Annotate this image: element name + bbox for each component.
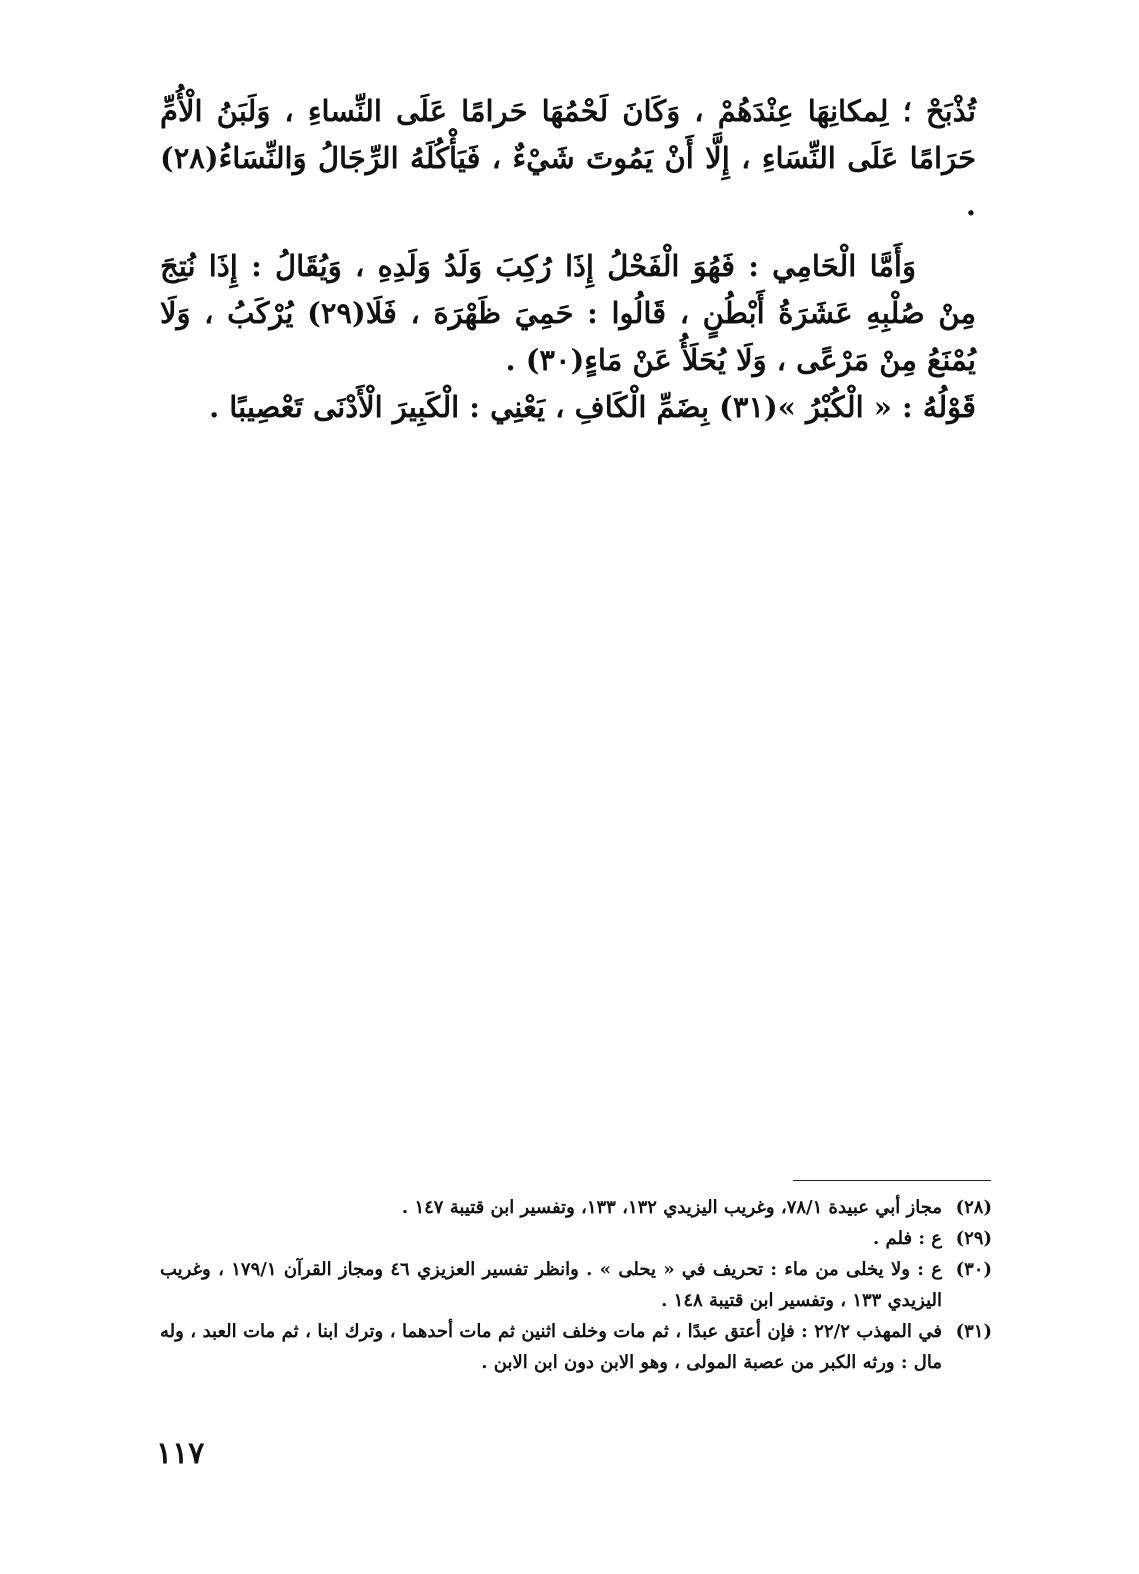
footnote-text: في المهذب ٢٢/٢ : فإن أعتق عبدًا ، ثم مات وخلف اثنين ثم مات أحدهما ، وترك ابنا ، ثم مات العبد ، وله مال : ورثه الكبر من عصبة المولى ، وهو الابن دون ابن الابن .: [160, 1321, 942, 1373]
footnote-text: ع : ولا يخلى من ماء : تحريف في « يحلى » . وانظر تفسير العزيزي ٤٦ ومجاز القرآن ١٧٩/١ ، وغريب اليزيدي ١٣٣ ، وتفسير ابن قتيبة ١٤٨ .: [160, 1259, 942, 1311]
paragraph-1: تُذْبَحْ ؛ لِمكانِهَا عِنْدَهُمْ ، وَكَانَ لَحْمُهَا حَرامًا عَلَى النِّساءِ ، وَلَبَنُ الْأُمِّ حَرَامًا عَلَى النِّسَاءِ ، إِلَّا أَنْ يَمُوتَ شَيْءٌ ، فَيَأْكُلَهُ الرِّجَالُ وَالنِّسَاءُ(٢٨) .: [160, 94, 976, 222]
footnote-31: [160, 1316, 992, 1378]
footnote-28: [160, 1192, 992, 1223]
main-text: [160, 88, 976, 431]
footnote-number: (٣٠): [955, 1259, 992, 1280]
footnote-divider: [793, 1180, 991, 1181]
page-number: ١١٧: [156, 1436, 205, 1471]
footnotes: [160, 1192, 992, 1378]
paragraph-3: قَوْلُهُ : « الْكُبْرُ »(٣١) بِضَمِّ الْكَافِ ، يَعْنِي : الْكَبِيرَ الْأَدْنَى تَعْصِيبًا .: [209, 390, 976, 424]
footnote-text: ع : فلم .: [873, 1228, 942, 1249]
paragraph-2: وَأَمَّا الْحَامِي : فَهُوَ الْفَحْلُ إِذَا رُكِبَ وَلَدُ وَلَدِهِ ، وَيُقَالُ : إِذَا نُتِجَ مِنْ صُلْبِهِ عَشَرَةُ أَبْطُنٍ ، قَالُوا : حَمِيَ ظَهْرَهَ ، فَلَا(٢٩) يُرْكَبُ ، وَلَا يُمْنَعُ مِنْ مَرْعًى ، وَلَا يُحَلَأُ عَنْ مَاءٍ(٣٠) .: [160, 249, 976, 377]
footnote-text: مجاز أبي عبيدة ٧٨/١، وغريب اليزيدي ١٣٢، ١٣٣، وتفسير ابن قتيبة ١٤٧ .: [401, 1197, 942, 1218]
footnote-29: [160, 1223, 992, 1254]
footnote-number: (٢٩): [955, 1228, 992, 1249]
footnote-number: (٣١): [955, 1321, 992, 1342]
footnote-number: (٢٨): [955, 1197, 992, 1218]
footnote-30: [160, 1254, 992, 1316]
